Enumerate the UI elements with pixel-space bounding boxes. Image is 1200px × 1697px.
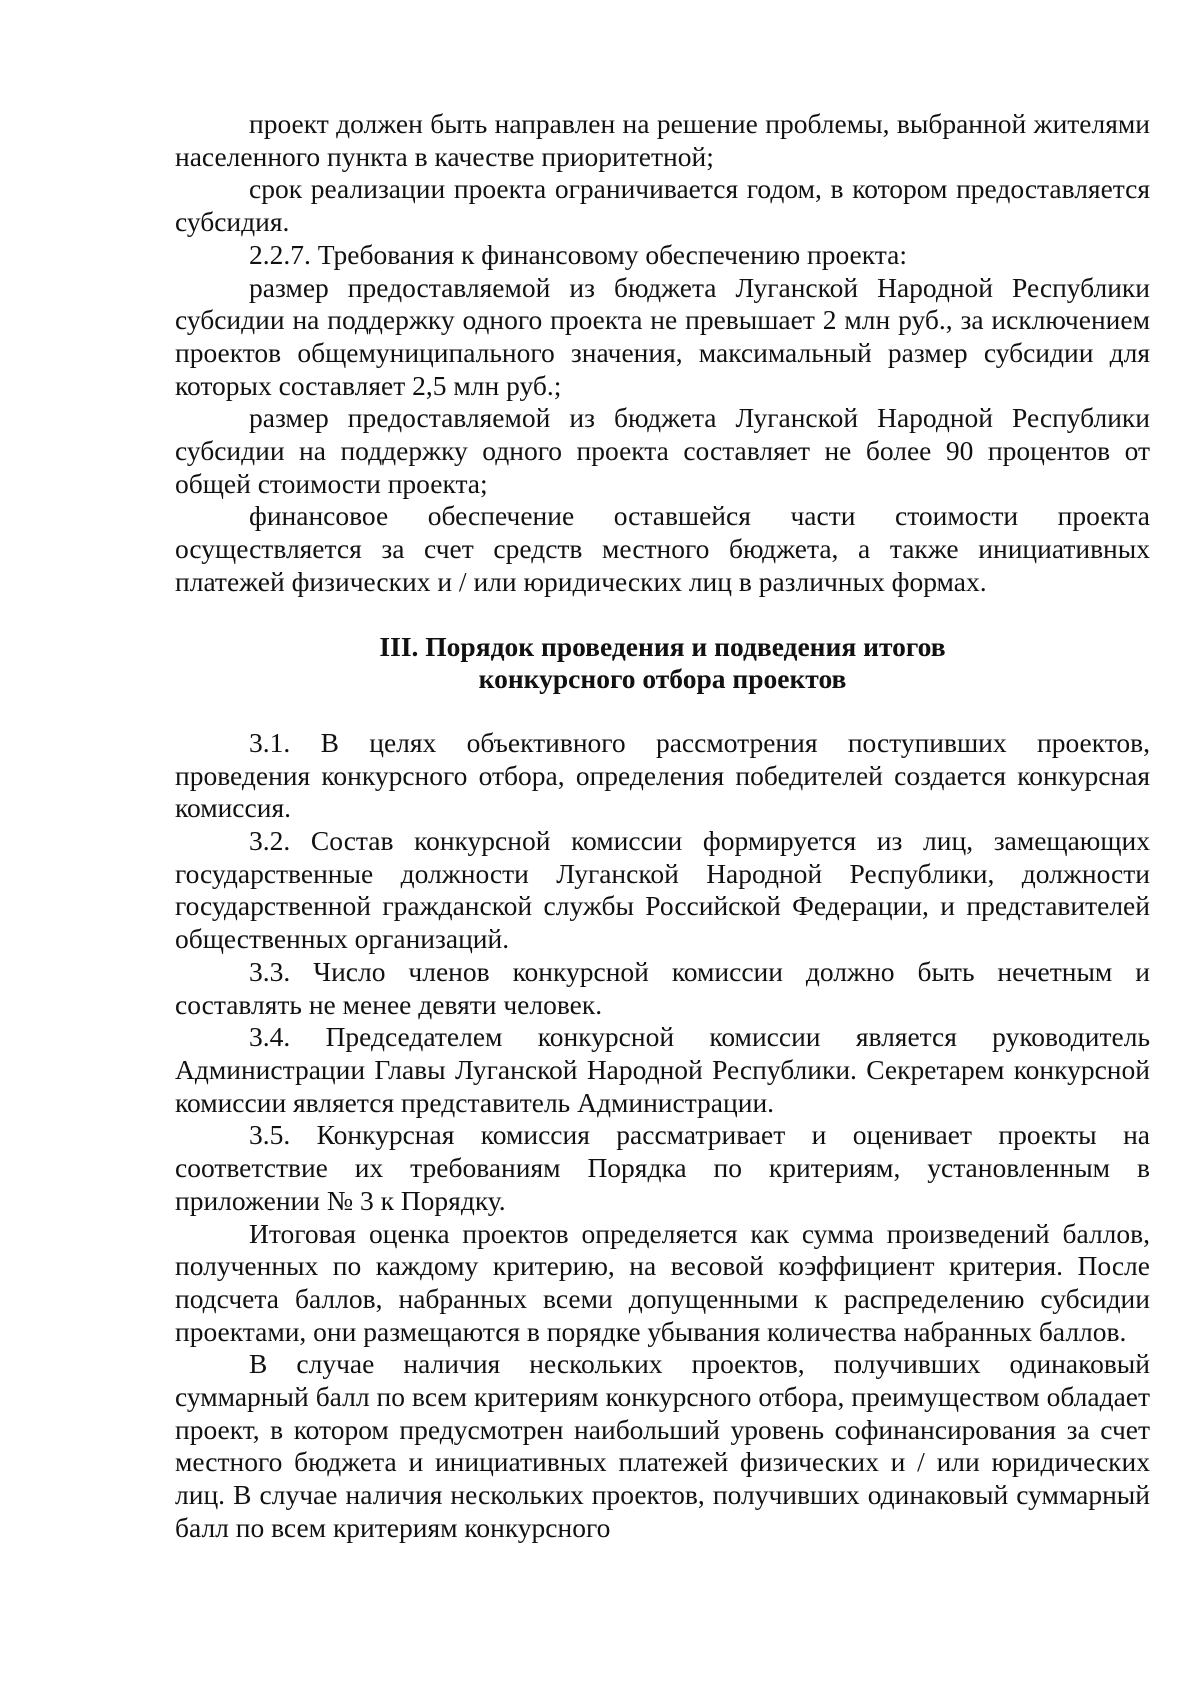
paragraph-remaining-financing: финансовое обеспечение оставшейся части стоимости проекта осуществляется за счет средств местного бюджета, а также инициативных платежей физических и / или юридических лиц в различных формах. (175, 500, 1150, 597)
paragraph-3-4: 3.4. Председателем конкурсной комиссии является руководитель Администрации Главы Луганской Народной Республики. Секретарем конкурсной комиссии является представитель Администрации. (175, 1021, 1150, 1118)
paragraph-project-direction: проект должен быть направлен на решение проблемы, выбранной жителями населенного пункта в качестве приоритетной; (175, 108, 1150, 172)
paragraph-3-2: 3.2. Состав конкурсной комиссии формируется из лиц, замещающих государственные должности Луганской Народной Республики, должности государственной гражданской службы Российской Федерации, и представителей общественных организаций. (175, 825, 1150, 955)
section-title-line-2: конкурсного отбора проектов (478, 663, 847, 695)
section-title-line-1: III. Порядок проведения и подведения итогов (379, 630, 946, 662)
paragraph-final-score: Итоговая оценка проектов определяется как сумма произведений баллов, полученных по каждому критерию, на весовой коэффициент критерия. После подсчета баллов, набранных всеми допущенными к распределению субсидии проектами, они размещаются в порядке убывания количества набранных баллов. (175, 1217, 1150, 1347)
paragraph-subsidy-max: размер предоставляемой из бюджета Луганской Народной Республики субсидии на поддержку одного проекта не превышает 2 млн руб., за исключением проектов общемуниципального значения, максимальный размер субсидии для которых составляет 2,5 млн руб.; (175, 271, 1150, 401)
paragraph-3-5: 3.5. Конкурсная комиссия рассматривает и оценивает проекты на соответствие их требованиям Порядка по критериям, установленным в приложении № 3 к Порядку. (175, 1119, 1150, 1216)
document-page (175, 108, 1150, 1545)
section-title (175, 631, 1150, 696)
paragraph-subsidy-percent: размер предоставляемой из бюджета Луганской Народной Республики субсидии на поддержку одного проекта составляет не более 90 процентов от общей стоимости проекта; (175, 402, 1150, 499)
paragraph-3-3: 3.3. Число членов конкурсной комиссии должно быть нечетным и составлять не менее девяти человек. (175, 955, 1150, 1020)
paragraph-2-2-7-heading: 2.2.7. Требования к финансовому обеспечению проекта: (249, 238, 907, 270)
paragraph-3-1: 3.1. В целях объективного рассмотрения поступивших проектов, проведения конкурсного отбора, определения победителей создается конкурсная комиссия. (175, 726, 1150, 824)
paragraph-tie-break: В случае наличия нескольких проектов, получивших одинаковый суммарный балл по всем критериям конкурсного отбора, преимуществом обладает проект, в котором предусмотрен наибольший уровень софинансирования за счет местного бюджета и инициативных платежей физических и / или юридических лиц. В случае наличия нескольких проектов, получивших одинаковый суммарный балл по всем критериям конкурсного (175, 1348, 1150, 1543)
paragraph-implementation-term: срок реализации проекта ограничивается годом, в котором предоставляется субсидия. (175, 173, 1150, 238)
